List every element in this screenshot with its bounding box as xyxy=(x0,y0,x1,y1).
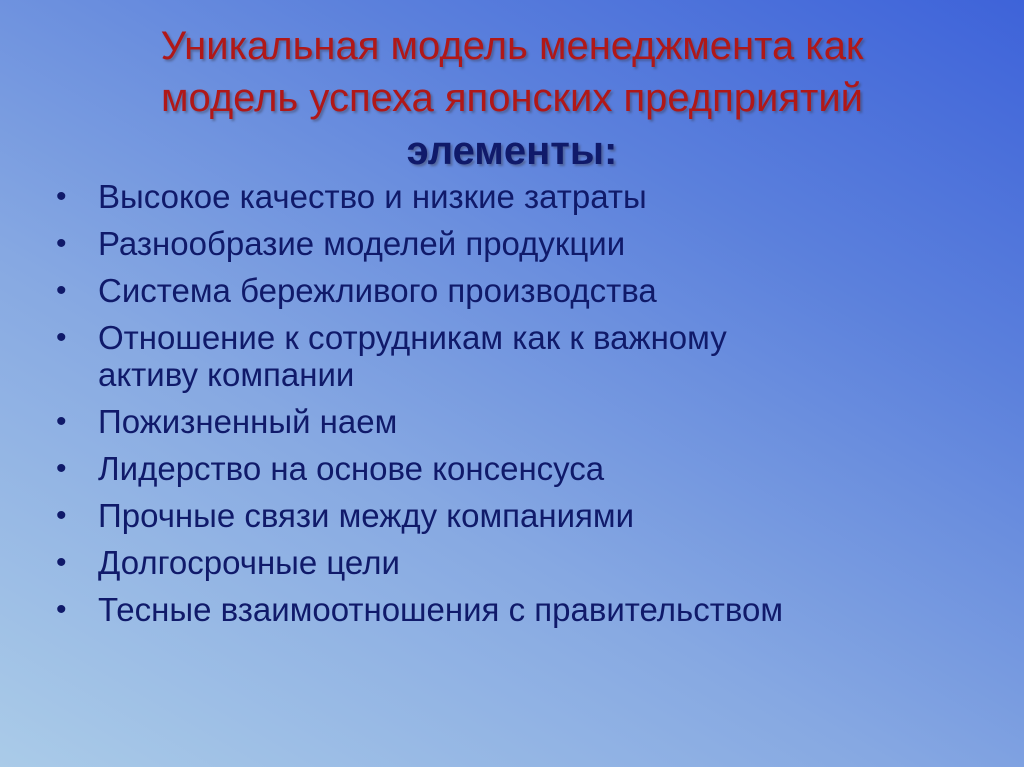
title-line-2: модель успеха японских предприятий xyxy=(160,76,864,120)
bullet-list xyxy=(52,178,1002,638)
list-item-text: Лидерство на основе консенсуса xyxy=(98,450,605,487)
list-item-text: Разнообразие моделей продукции xyxy=(98,225,626,262)
list-item-text-continuation: активу компании xyxy=(98,356,355,393)
slide-subtitle: элементы: xyxy=(406,129,618,173)
bullet-icon: • xyxy=(56,593,67,626)
bullet-icon: • xyxy=(56,499,67,532)
list-item xyxy=(52,450,1002,487)
list-item xyxy=(52,225,1002,262)
list-item xyxy=(52,497,1002,534)
bullet-icon: • xyxy=(56,452,67,485)
list-item xyxy=(52,403,1002,440)
list-item xyxy=(52,319,1002,393)
list-item xyxy=(52,544,1002,581)
list-item xyxy=(52,178,1002,215)
list-item xyxy=(52,591,1002,628)
bullet-icon: • xyxy=(56,180,67,213)
list-item-text: Тесные взаимоотношения с правительством xyxy=(98,591,784,628)
list-item xyxy=(52,272,1002,309)
list-item-text: Высокое качество и низкие затраты xyxy=(98,178,647,215)
bullet-icon: • xyxy=(56,405,67,438)
list-item-text: Система бережливого производства xyxy=(98,272,657,309)
list-item-text: Прочные связи между компаниями xyxy=(98,497,635,534)
list-item-text: Долгосрочные цели xyxy=(98,544,400,581)
bullet-icon: • xyxy=(56,227,67,260)
list-item-text: Отношение к сотрудникам как к важному xyxy=(98,319,727,356)
bullet-icon: • xyxy=(56,546,67,579)
list-item-text: Пожизненный наем xyxy=(98,403,398,440)
slide-title xyxy=(60,20,964,124)
title-line-1: Уникальная модель менеджмента как xyxy=(160,24,864,68)
bullet-icon: • xyxy=(56,274,67,307)
bullet-icon: • xyxy=(56,321,67,354)
